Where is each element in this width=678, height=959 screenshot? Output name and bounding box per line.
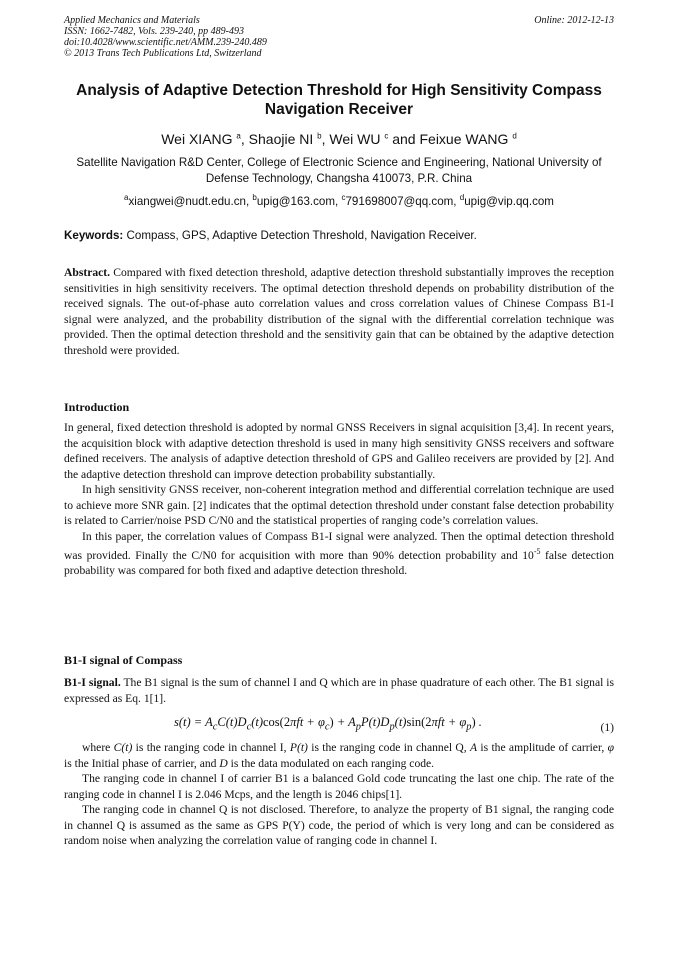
abstract xyxy=(64,265,614,358)
symbol: A xyxy=(469,741,478,754)
paragraph-text: where xyxy=(82,741,114,754)
affiliation: Satellite Navigation R&D Center, College of Electronic Science and Engineering, National University of Defense Technology, Changsha 410073, P.R. China xyxy=(76,156,602,185)
paragraph: The ranging code in channel I of carrier B1 is a balanced Gold code truncating the last one chip. The rate of the ranging code in channel I is 2.046 Mcps, and the length is 2046 chips[1]. xyxy=(64,772,614,801)
paragraph: The ranging code in channel Q is not disclosed. Therefore, to analyze the property of B1 signal, the ranging code in channel Q is assumed as the same as GPS P(Y) code, the period of which is very long and can be considered as random noise when analyzing the correlation value of ranging code in channel I. xyxy=(64,803,614,847)
email-link[interactable]: xiangwei@nudt.edu.cn, xyxy=(128,194,250,208)
paper-title: Analysis of Adaptive Detection Threshold for High Sensitivity Compass Navigation Receiver xyxy=(76,82,602,118)
abstract-text: Compared with fixed detection threshold, adaptive detection threshold substantially improves the reception sensitivities in high sensitivity receivers. The optimal detection threshold depends on probability distribution of the received signals. The out-of-phase auto correlation values and cross correlation values of Chinese Compass B1-I signal were analyzed, and the probability distribution of the signal with the differential correlation technique was provided. Then the optimal detection threshold and the sensitivity gain that can be obtained by the adaptive detection threshold were provided. xyxy=(64,266,614,357)
b1-body xyxy=(64,740,614,849)
paragraph: In high sensitivity GNSS receiver, non-coherent integration method and differential correlation technique are used to achieve more SNR gain. [2] indicates that the optimal detection threshold under constant false detection probability is related to Carrier/noise PSD C/N0 and the statistical properties of ranging code’s correlation values. xyxy=(64,483,614,527)
symbol: D xyxy=(219,756,228,770)
doi: doi:10.4028/www.scientific.net/AMM.239-240.489 xyxy=(64,37,267,48)
email-marker: a xyxy=(124,193,129,202)
author-marker: c xyxy=(384,131,389,141)
email-list xyxy=(40,193,638,208)
paragraph-text: In this paper, the correlation values of Compass B1-I signal were analyzed. Then the optimal detection threshold was provided. Finally the C/N0 for acquisition with more than 90% detection probability and 10 xyxy=(64,529,614,562)
paragraph xyxy=(64,740,614,771)
email-marker: d xyxy=(459,193,465,202)
equation-1 xyxy=(64,715,614,737)
equation-formula: $s(t) = A_cC(t)D_c(t)\cos(2\pi ft + \varphi_c) + A_pP(t)D_p(t)\sin(2\pi ft + \varphi_p)$ . xyxy=(174,715,482,733)
section-heading-introduction: Introduction xyxy=(64,400,130,414)
author-conjunction: and xyxy=(392,131,416,147)
symbol: P(t) xyxy=(289,741,308,754)
symbol: φ xyxy=(607,741,614,754)
email-marker: c xyxy=(341,193,346,202)
author-name: Wei WU xyxy=(329,131,381,147)
email-marker: b xyxy=(252,193,257,202)
email-link[interactable]: 791698007@qq.com, xyxy=(345,194,457,208)
keywords-label: Keywords: xyxy=(64,229,124,242)
copyright: © 2013 Trans Tech Publications Ltd, Switzerland xyxy=(64,48,262,59)
journal-name: Applied Mechanics and Materials xyxy=(64,15,200,26)
abstract-label: Abstract. xyxy=(64,266,111,279)
paragraph xyxy=(64,529,614,579)
email-link[interactable]: upig@vip.qq.com xyxy=(464,194,554,208)
author-marker: a xyxy=(236,131,241,141)
paragraph-text: is the ranging code in channel I, xyxy=(132,741,290,754)
online-date: Online: 2012-12-13 xyxy=(534,15,614,26)
issn: ISSN: 1662-7482, Vols. 239-240, pp 489-493 xyxy=(64,26,244,37)
b1-subsection xyxy=(64,675,614,706)
paragraph-text: is the Initial phase of carrier, and xyxy=(64,756,220,770)
author-list: Wei XIANG $^a$, Shaojie NI $^b$, Wei WU $^c$ and Feixue WANG $^d$ xyxy=(161,131,517,147)
superscript: -5 xyxy=(533,547,541,556)
subsection-text: The B1 signal is the sum of channel I and Q which are in phase quadrature of each other. The B1 signal is expressed as Eq. 1[1]. xyxy=(64,676,614,705)
keywords-text: Compass, GPS, Adaptive Detection Threshold, Navigation Receiver. xyxy=(126,229,477,242)
section-heading-b1: B1-I signal of Compass xyxy=(64,653,183,667)
paragraph-text: is the ranging code in channel Q, xyxy=(307,741,470,754)
author-name: Feixue WANG xyxy=(419,131,509,147)
email-link[interactable]: upig@163.com, xyxy=(256,194,339,208)
keywords xyxy=(64,229,614,242)
introduction-body xyxy=(64,420,614,579)
paragraph: In general, fixed detection threshold is adopted by normal GNSS Receivers in signal acquisition [3,4]. In recent years, the acquisition block with adaptive detection threshold is used in many high sensitivity GNSS receivers and software defined receivers. The analysis of adaptive detection threshold of GPS and Galileo receivers are provided by [2]. And the adaptive detection threshold can improve detection probability substantially. xyxy=(64,421,614,481)
paragraph-text: is the data modulated on each ranging code. xyxy=(227,756,435,770)
subsection-label: B1-I signal. xyxy=(64,676,121,689)
journal-header xyxy=(64,15,614,59)
equation-number: (1) xyxy=(600,721,614,734)
author-marker: b xyxy=(317,131,322,141)
paragraph-text: is the amplitude of carrier, xyxy=(477,741,608,754)
author-name: Shaojie NI xyxy=(248,131,314,147)
author-name: Wei XIANG xyxy=(161,131,233,147)
author-marker: d xyxy=(512,131,517,141)
paragraph-text: false detection probability was compared for both fixed and adaptive detection threshold. xyxy=(64,548,614,578)
symbol: C(t) xyxy=(113,741,133,754)
